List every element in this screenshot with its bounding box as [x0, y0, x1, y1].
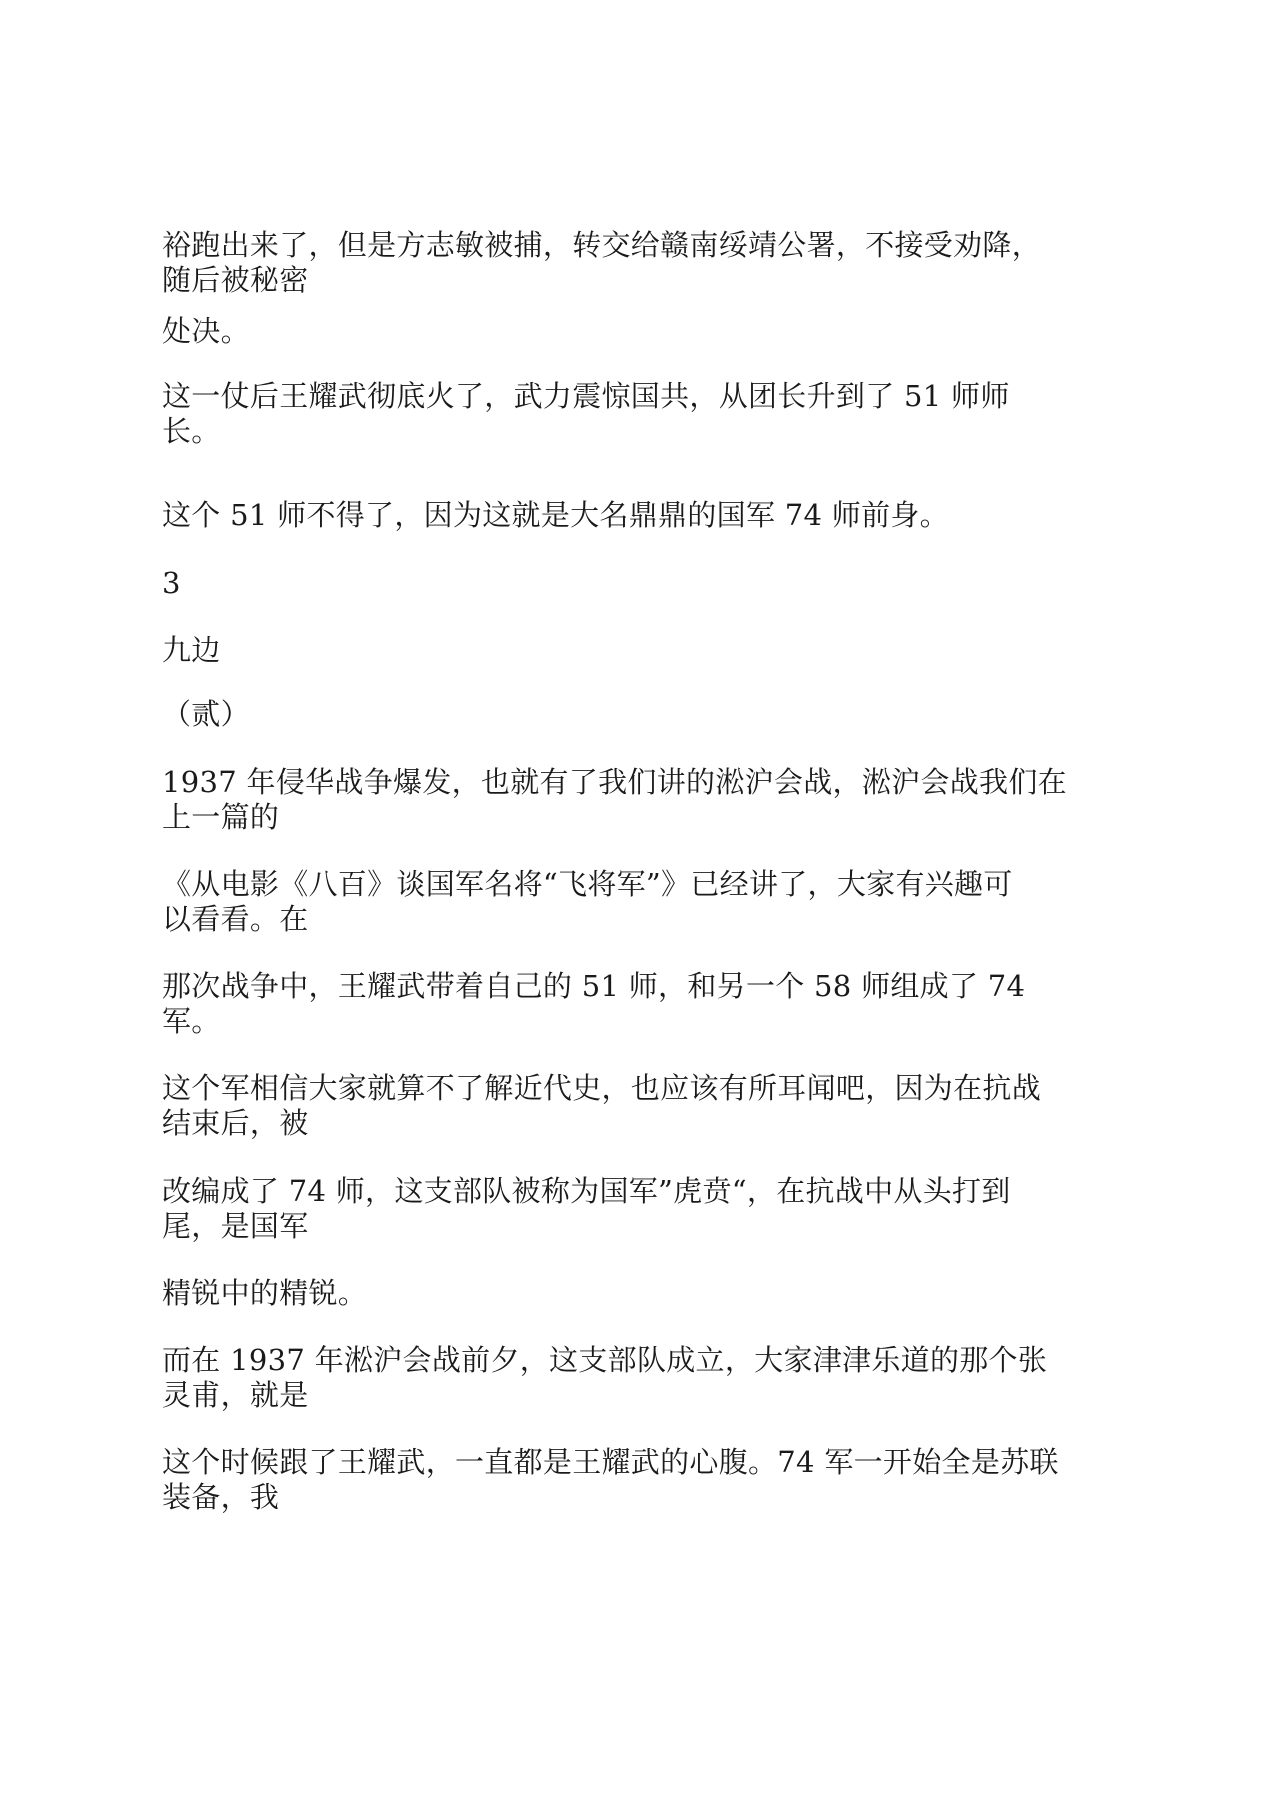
- author-name: [162, 633, 1122, 668]
- paragraph: [162, 1343, 1122, 1413]
- text-line: 那次战争中，王耀武带着自己的 51 师，和另一个 58 师组成了 74: [162, 969, 1026, 1003]
- paragraph: [162, 765, 1122, 835]
- text-line: 结束后，被: [162, 1106, 309, 1140]
- text-line: 改编成了 74 师，这支部队被称为国军”虎贲“，在抗战中从头打到: [162, 1174, 1011, 1208]
- text-line: 随后被秘密: [162, 263, 309, 297]
- text-line: 尾，是国军: [162, 1209, 309, 1243]
- paragraph: [162, 379, 1122, 449]
- text-line: （贰）: [162, 697, 250, 731]
- paragraph: [162, 498, 1122, 533]
- text-line: 这个军相信大家就算不了解近代史，也应该有所耳闻吧，因为在抗战: [162, 1071, 1042, 1105]
- paragraph: [162, 867, 1122, 937]
- paragraph: [162, 1174, 1122, 1244]
- paragraph: [162, 314, 1122, 349]
- text-line: 九边: [162, 633, 221, 667]
- text-line: 裕跑出来了，但是方志敏被捕，转交给赣南绥靖公署，不接受劝降，: [162, 228, 1042, 262]
- paragraph: [162, 1071, 1122, 1141]
- section-heading: [162, 697, 1122, 732]
- text-line: 《从电影《八百》谈国军名将“飞将军”》已经讲了，大家有兴趣可: [162, 867, 1013, 901]
- text-line: 精锐中的精锐。: [162, 1276, 368, 1310]
- text-line: 这一仗后王耀武彻底火了，武力震惊国共，从团长升到了 51 师师: [162, 379, 1010, 413]
- text-line: 灵甫，就是: [162, 1378, 309, 1412]
- text-line: 而在 1937 年淞沪会战前夕，这支部队成立，大家津津乐道的那个张: [162, 1343, 1048, 1377]
- text-line: 这个 51 师不得了，因为这就是大名鼎鼎的国军 74 师前身。: [162, 498, 949, 532]
- text-line: 以看看。在: [162, 902, 309, 936]
- text-line: 装备，我: [162, 1480, 280, 1514]
- text-line: 处决。: [162, 314, 250, 348]
- paragraph: [162, 1445, 1122, 1515]
- text-line: 1937 年侵华战争爆发，也就有了我们讲的淞沪会战，淞沪会战我们在: [162, 765, 1067, 799]
- paragraph: [162, 1276, 1122, 1311]
- paragraph: [162, 969, 1122, 1039]
- text-line: 上一篇的: [162, 800, 280, 834]
- paragraph: [162, 228, 1122, 298]
- text-line: 军。: [162, 1004, 221, 1038]
- section-number: [162, 566, 1122, 601]
- text-line: 这个时候跟了王耀武，一直都是王耀武的心腹。74 军一开始全是苏联: [162, 1445, 1059, 1479]
- text-line: 长。: [162, 414, 221, 448]
- text-line: 3: [162, 566, 181, 600]
